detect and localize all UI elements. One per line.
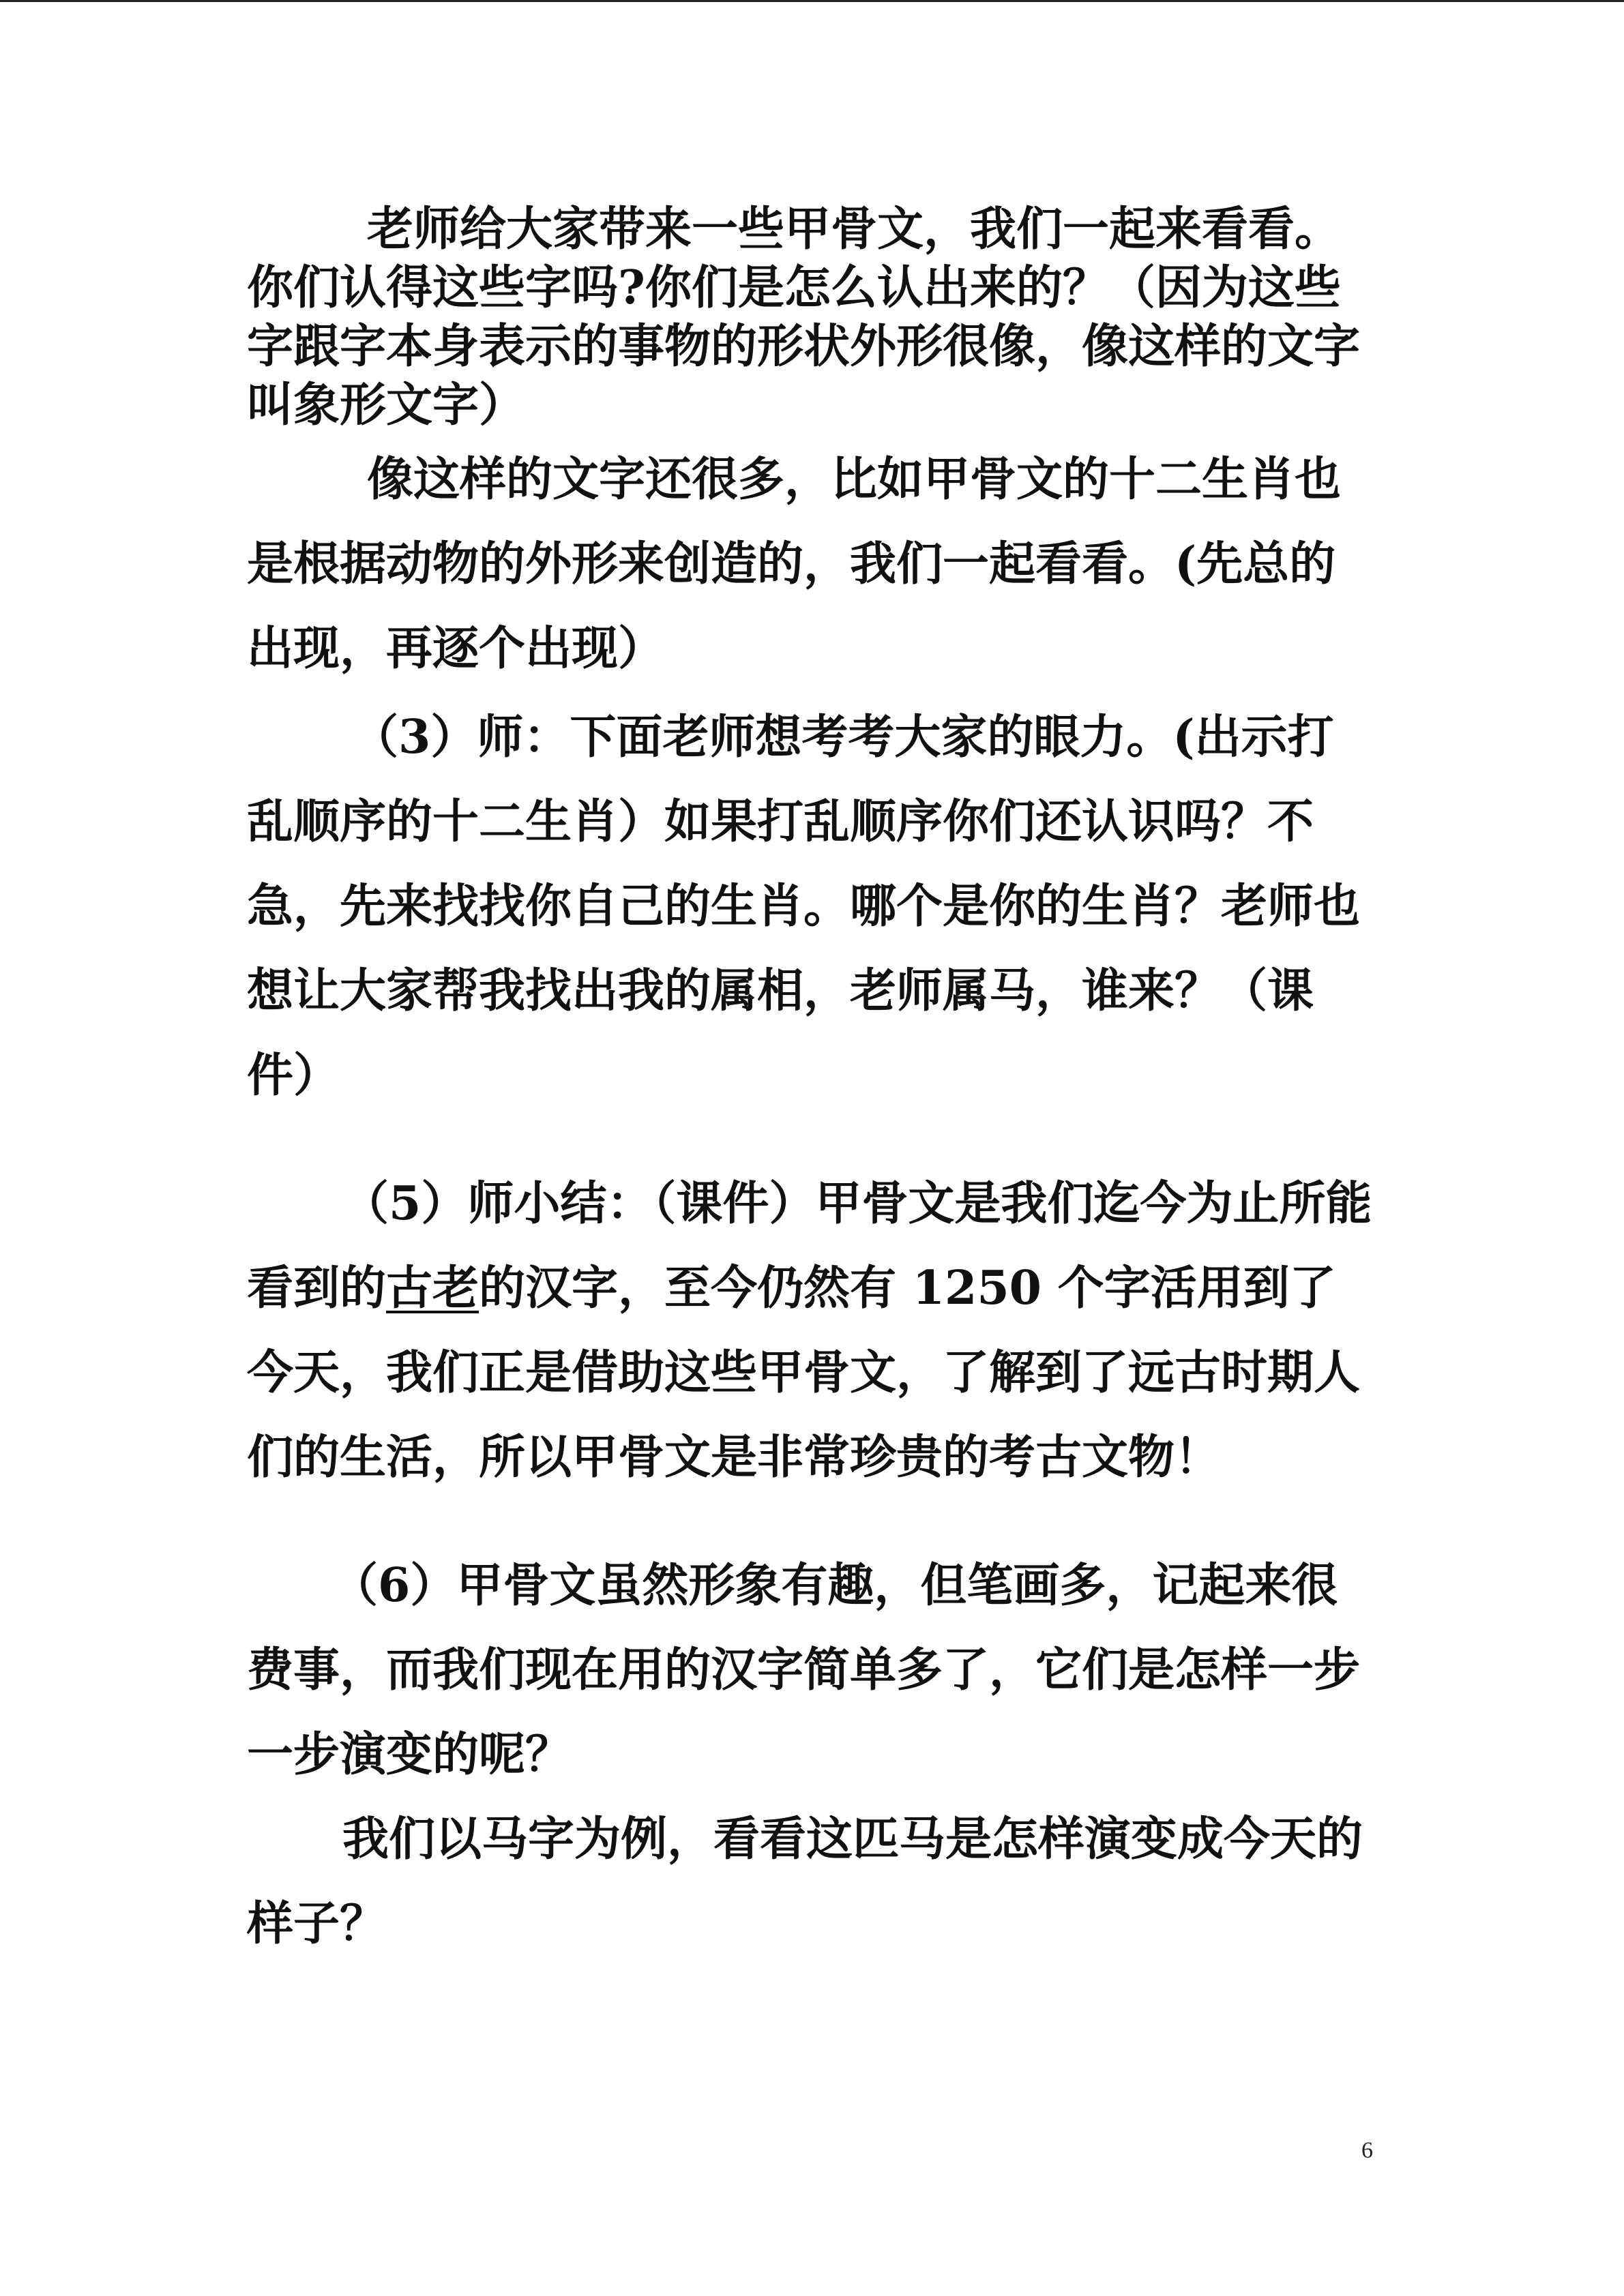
paragraph-zodiac: 像这样的文字还很多，比如甲骨文的十二生肖也是根据动物的外形来创造的，我们一起看看。(先总的出现，再逐个出现） (247, 452, 1342, 676)
page-number: 6 (1361, 2138, 1373, 2163)
paragraph-step-3: （3）师：下面老师想考考大家的眼力。(出示打乱顺序的十二生肖）如果打乱顺序你们还认识吗？不急，先来找找你自己的生肖。哪个是你的生肖？老师也想让大家帮我找出我的属相，老师属马，谁来？（课件） (247, 710, 1361, 1103)
paragraph-step-5-part-a: （5）师小结：（课件）甲骨文是我们迄今为止所能看到的 (247, 1176, 1372, 1315)
paragraph-step-6: （6）甲骨文虽然形象有趣，但笔画多，记起来很费事，而我们现在用的汉字简单多了，它们是怎样一步一步演变的呢？ (247, 1558, 1361, 1782)
paragraph-step-5 (247, 1161, 1379, 1500)
paragraph-oracle-intro: 老师给大家带来一些甲骨文，我们一起来看看。你们认得这些字吗?你们是怎么认出来的？（因为这些字跟字本身表示的事物的形状外形很像，像这样的文字叫象形文字） (247, 202, 1361, 432)
paragraph-step-5-part-b: 的汉字，至今仍然有 1250 个字活用到了今天，我们正是借助这些甲骨文，了解到了远古时期人们的生活，所以甲骨文是非常珍贵的考古文物！ (247, 1261, 1361, 1485)
underlined-word: 古老 (386, 1261, 479, 1315)
body-text (247, 200, 1379, 1966)
paragraph-horse-example: 我们以马字为例，看看这匹马是怎样演变成今天的样子？ (247, 1812, 1363, 1951)
